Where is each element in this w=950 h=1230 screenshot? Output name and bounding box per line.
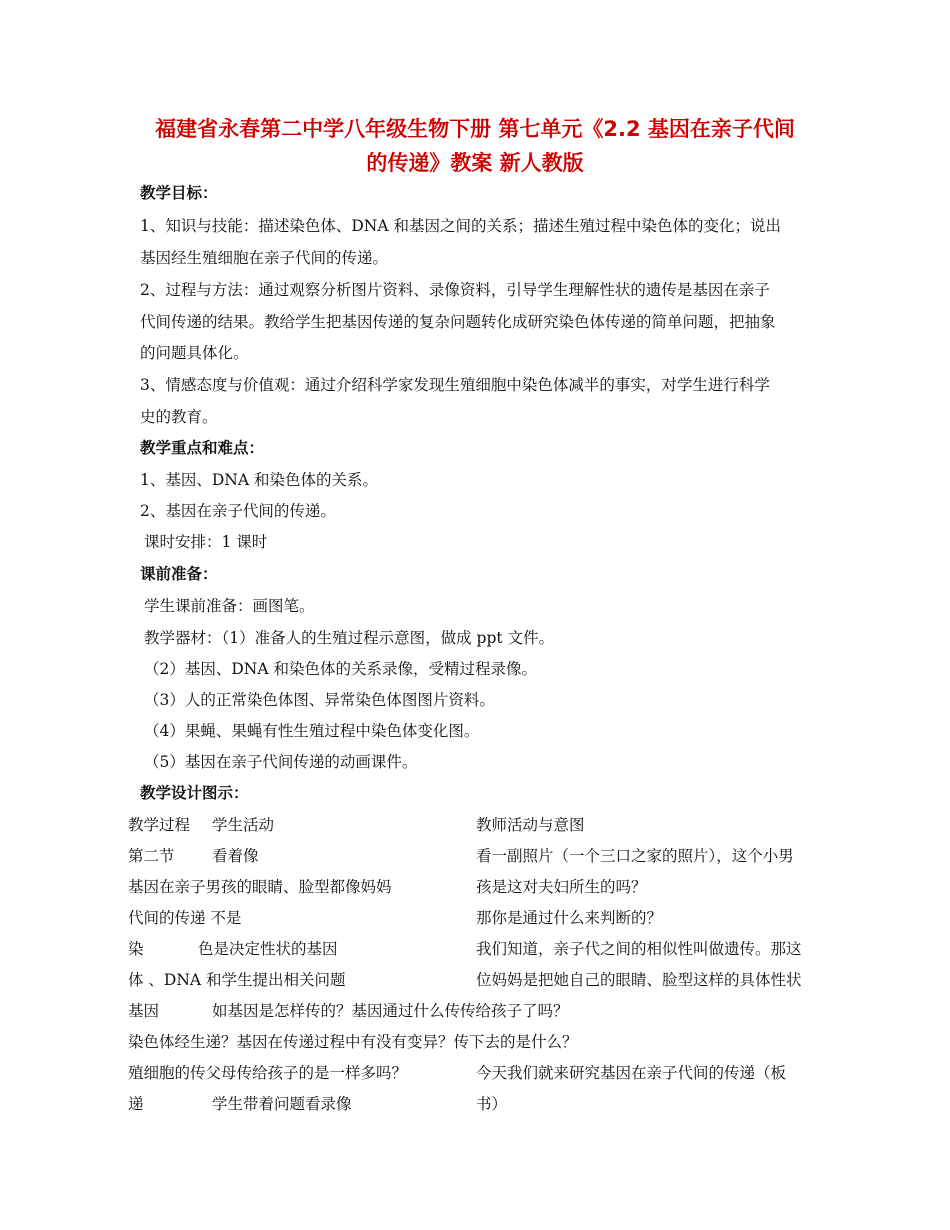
design-row-9-col-1: 递 <box>128 1095 144 1113</box>
design-row-0-col-2: 学生活动 <box>212 816 275 834</box>
design-row-4-col-3: 我们知道，亲子代之间的相似性叫做遗传。那这 <box>476 940 802 958</box>
student-preparation: 学生课前准备：画图笔。 <box>144 597 315 615</box>
objective-1-line-1: 1、知识与技能：描述染色体、DNA 和基因之间的关系；描述生殖过程中染色体的变化；说出 <box>140 217 781 235</box>
preparation-heading: 课前准备： <box>140 565 218 583</box>
design-row-0-col-1: 教学过程 <box>128 816 191 834</box>
materials-4: （4）果蝇、果蝇有性生殖过程中染色体变化图。 <box>144 722 480 740</box>
design-row-1-col-2: 看着像 <box>212 847 259 865</box>
design-row-8-col-3: 今天我们就来研究基因在亲子代间的传递（板 <box>476 1064 787 1082</box>
design-row-0-col-3: 教师活动与意图 <box>476 816 585 834</box>
design-row-7-col-1: 染色体经生递？基因在传递过程中有没有变异？传下去的是什么？ <box>128 1033 578 1051</box>
materials-2: （2）基因、DNA 和染色体的关系录像，受精过程录像。 <box>144 660 537 678</box>
document-title <box>120 112 830 180</box>
design-row-4-col-2: 色是决定性状的基因 <box>198 940 338 958</box>
design-row-6-col-2: 如基因是怎样传的？基因通过什么传传给孩子了吗？ <box>212 1002 569 1020</box>
materials-3: （3）人的正常染色体图、异常染色体图图片资料。 <box>144 691 495 709</box>
objective-2-line-3: 的问题具体化。 <box>140 344 249 362</box>
key-point-1: 1、基因、DNA 和染色体的关系。 <box>140 471 378 489</box>
design-heading: 教学设计图示： <box>140 784 249 802</box>
design-row-1-col-1: 第二节 <box>128 847 175 865</box>
lesson-schedule: 课时安排：1 课时 <box>144 533 268 551</box>
design-row-9-col-3: 书） <box>476 1095 508 1113</box>
title-line-2: 的传递》教案 新人教版 <box>366 151 584 175</box>
design-row-4-col-1: 染 <box>128 940 144 958</box>
design-row-5-col-1: 体 、DNA 和学生提出相关问题 <box>128 971 346 989</box>
objective-3-line-1: 3、情感态度与价值观：通过介绍科学家发现生殖细胞中染色体减半的事实，对学生进行科学 <box>140 376 770 394</box>
objective-2-line-2: 代间传递的结果。教给学生把基因传递的复杂问题转化成研究染色体传递的简单问题，把抽象 <box>140 313 776 331</box>
objective-3-line-2: 史的教育。 <box>140 408 218 426</box>
objectives-heading: 教学目标： <box>140 184 218 202</box>
design-row-2-col-1: 基因在亲子男孩的眼睛、脸型都像妈妈 <box>128 878 392 896</box>
key-point-2: 2、基因在亲子代间的传递。 <box>140 502 336 520</box>
objective-2-line-1: 2、过程与方法：通过观察分析图片资料、录像资料，引导学生理解性状的遗传是基因在亲子 <box>140 281 770 299</box>
design-row-2-col-3: 孩是这对夫妇所生的吗？ <box>476 878 647 896</box>
design-row-8-col-1: 殖细胞的传父母传给孩子的是一样多吗？ <box>128 1064 408 1082</box>
design-row-3-col-3: 那你是通过什么来判断的？ <box>476 909 663 927</box>
design-row-5-col-3: 位妈妈是把她自己的眼睛、脸型这样的具体性状 <box>476 971 802 989</box>
design-row-3-col-1: 代间的传递 不是 <box>128 909 242 927</box>
objective-1-line-2: 基因经生殖细胞在亲子代间的传递。 <box>140 249 389 267</box>
design-row-1-col-3: 看一副照片（一个三口之家的照片），这个小男 <box>476 847 794 865</box>
materials-1: 教学器材：（1）准备人的生殖过程示意图，做成 ppt 文件。 <box>144 629 555 647</box>
design-row-9-col-2: 学生带着问题看录像 <box>212 1095 352 1113</box>
key-points-heading: 教学重点和难点： <box>140 439 265 457</box>
design-row-6-col-1: 基因 <box>128 1002 160 1020</box>
title-line-1: 福建省永春第二中学八年级生物下册 第七单元《2.2 基因在亲子代间 <box>155 117 795 141</box>
materials-5: （5）基因在亲子代间传递的动画课件。 <box>144 753 418 771</box>
